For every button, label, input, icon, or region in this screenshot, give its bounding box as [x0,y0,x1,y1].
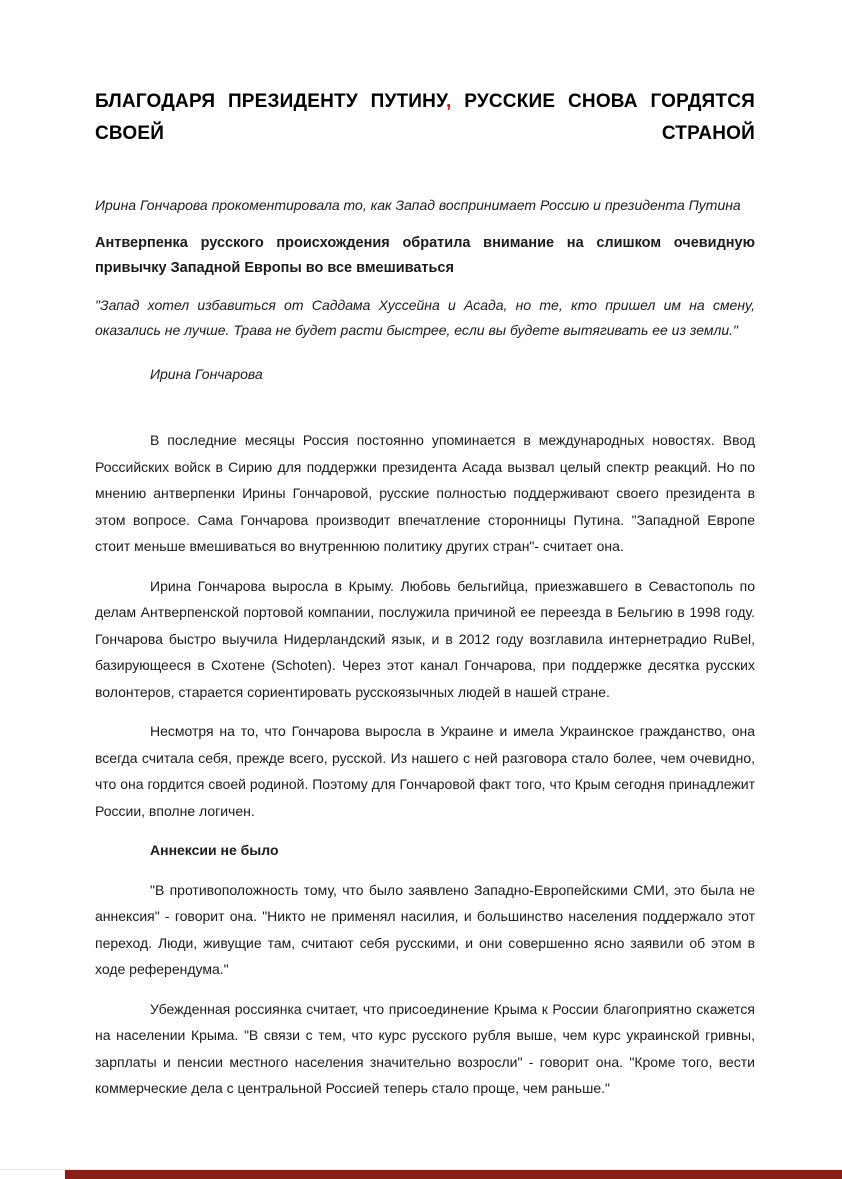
article-subtitle: Ирина Гончарова прокоментировала то, как Запад воспринимает Россию и президента Путина [95,197,741,213]
paragraph-1: В последние месяцы Россия постоянно упоминается в международных новостях. Ввод Российских войск в Сирию для поддержки президента Асада вызвал целый спектр реакций. Но по мнению антверпенки Ирины Гончаровой, русские полностью поддерживают своего президента в этом вопросе. Сама Гончарова производит впечатление сторонницы Путина. "Западной Европе стоит меньше вмешиваться во внутреннюю политику других стран"- считает она. [95,432,755,554]
article-title [95,86,755,182]
article-lead: Антверпенка русского происхождения обратила внимание на слишком очевидную привычку Западной Европы во все вмешиваться [95,235,755,276]
paragraph-3: Несмотря на то, что Гончарова выросла в Украине и имела Украинское гражданство, она всегда считала себя, прежде всего, русской. Из нашего с ней разговора стало более, чем очевидно, что она гордится своей родиной. Поэтому для Гончаровой факт того, что Крым сегодня принадлежит России, вполне логичен. [95,723,755,819]
footer-accent-bar [65,1170,842,1179]
article-body [95,86,755,1115]
section-subheading: Аннексии не было [150,842,279,858]
article-title-text-2: РУССКИЕ СНОВА ГОРДЯТСЯ СВОЕЙ СТРАНОЙ [95,91,756,144]
paragraph-2: Ирина Гончарова выросла в Крыму. Любовь бельгийца, приезжавшего в Севастополь по делам Антверпенской портовой компании, послужила причиной ее переезда в Бельгию в 1998 году. Гончарова быстро выучила Нидерландский язык, и в 2012 году возглавила интернетрадио RuBel, базирующееся в Схотене (Schoten). Через этот канал Гончарова, при поддержке десятка русских волонтеров, старается сориентировать русскоязычных людей в нашей стране. [95,577,755,700]
quote-attribution: Ирина Гончарова [150,366,263,382]
article-title-text: БЛАГОДАРЯ ПРЕЗИДЕНТУ ПУТИНУ [95,91,446,112]
paragraph-4: "В противоположность тому, что было заявлено Западно-Европейскими СМИ, это была не аннексия" - говорит она. "Никто не применял насилия, и большинство населения поддержало этот переход. Люди, живущие там, считают себя русскими, и они совершенно ясно заявили об этом в ходе референдума." [95,881,755,977]
article-title-red-comma: , [445,91,452,112]
paragraph-5: Убежденная россиянка считает, что присоединение Крыма к России благоприятно скажется на населении Крыма. "В связи с тем, что курс русского рубля выше, чем курс украинской гривны, зарплаты и пенсии местного населения значительно возросли" - говорит она. "Кроме того, вести коммерческие дела с центральной Россией теперь стало проще, чем раньше." [95,1000,755,1096]
pull-quote: "Запад хотел избавиться от Саддама Хуссейна и Асада, но те, кто пришел им на смену, оказались не лучше. Трава не будет расти быстрее, если вы будете вытягивать ее из земли." [95,297,755,338]
